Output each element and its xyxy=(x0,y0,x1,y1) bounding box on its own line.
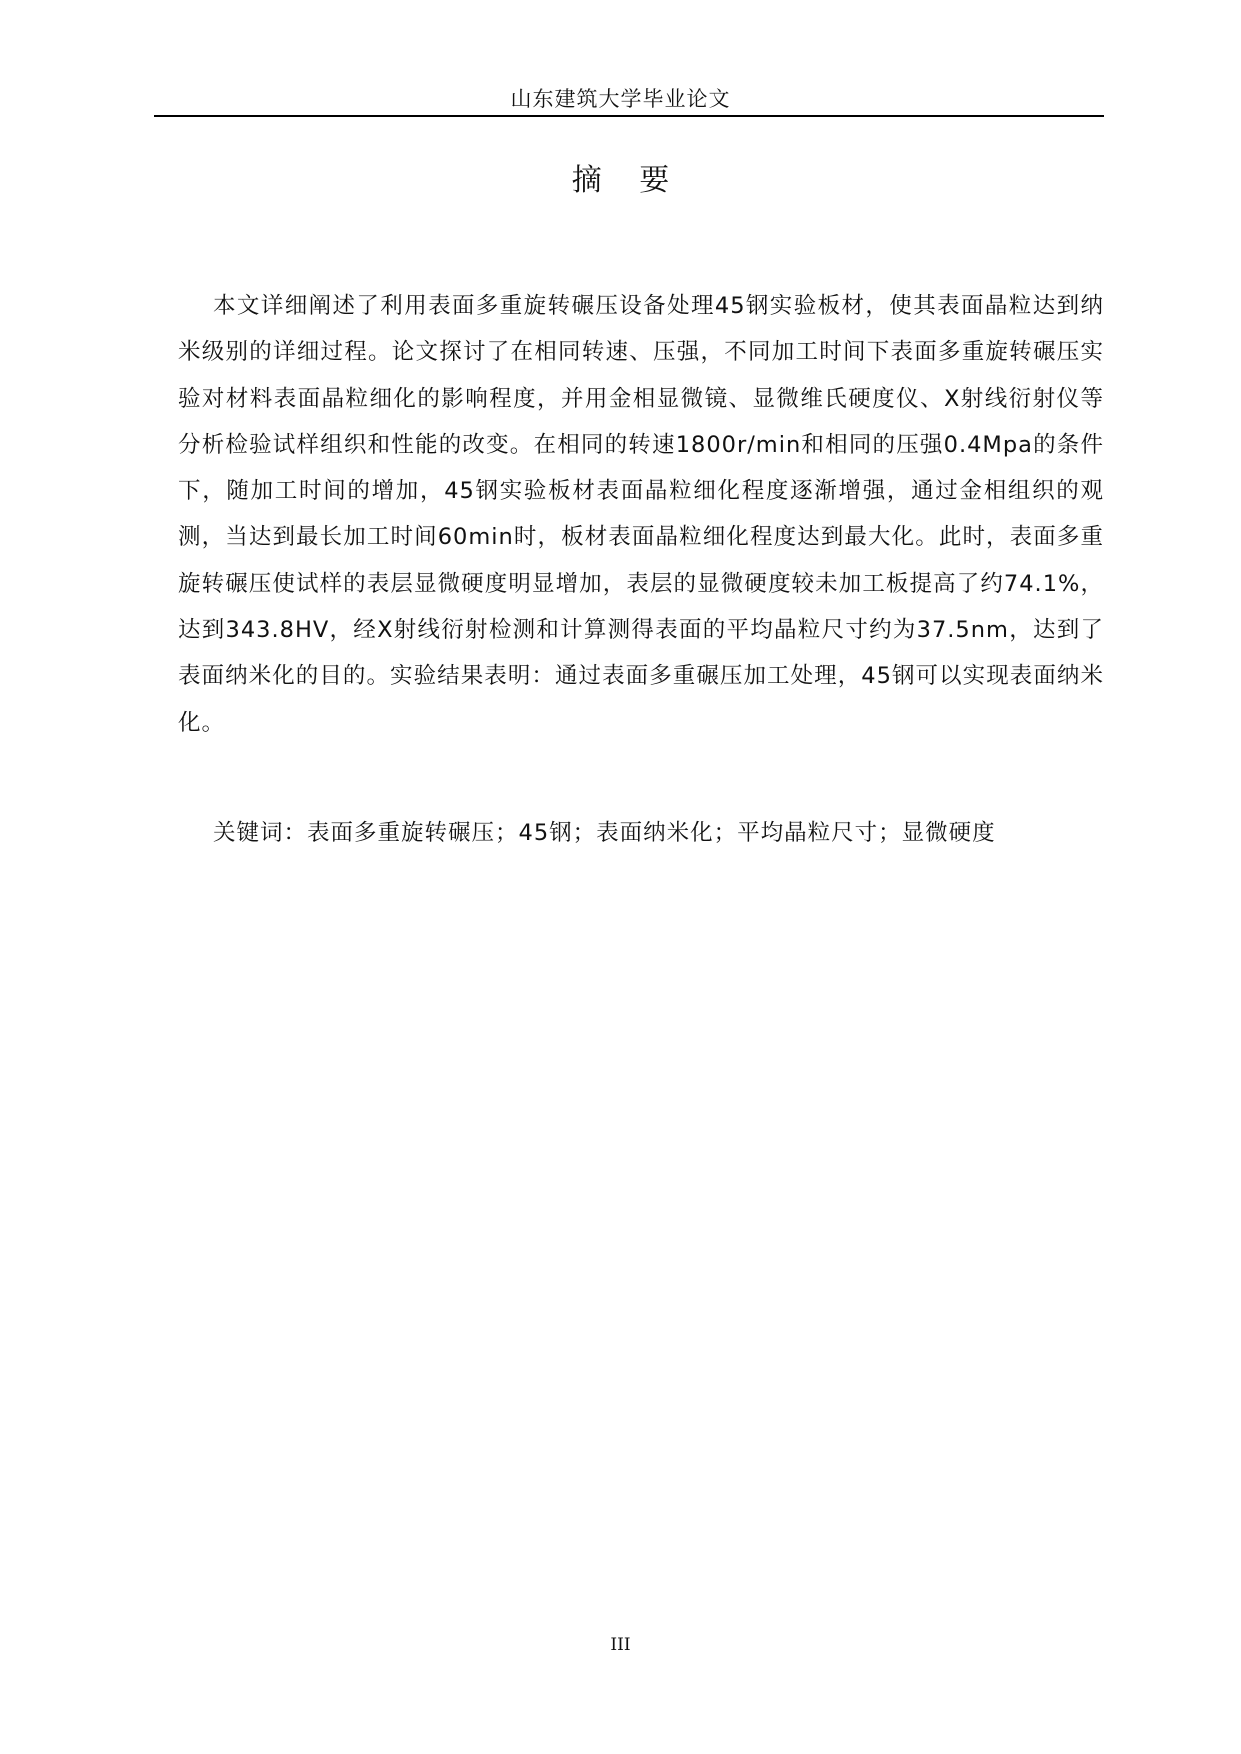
page-number: III xyxy=(610,1635,631,1655)
running-header-title: 山东建筑大学毕业论文 xyxy=(510,87,731,111)
abstract-body-paragraph: 本文详细阐述了利用表面多重旋转碾压设备处理45钢实验板材，使其表面晶粒达到纳米级别的详细过程。论文探讨了在相同转速、压强，不同加工时间下表面多重旋转碾压实验对材料表面晶粒细化的影响程度，并用金相显微镜、显微维氏硬度仪、X射线衍射仪等分析检验试样组织和性能的改变。在相同的转速1800r/min和相同的压强0.4Mpa的条件下，随加工时间的增加，45钢实验板材表面晶粒细化程度逐渐增强，通过金相组织的观测，当达到最长加工时间60min时，板材表面晶粒细化程度达到最大化。此时，表面多重旋转碾压使试样的表层显微硬度明显增加，表层的显微硬度较未加工板提高了约74.1%，达到343.8HV，经X射线衍射检测和计算测得表面的平均晶粒尺寸约为37.5nm，达到了表面纳米化的目的。实验结果表明：通过表面多重碾压加工处理，45钢可以实现表面纳米化。 xyxy=(178,293,1104,736)
keywords-line: 关键词：表面多重旋转碾压；45钢；表面纳米化；平均晶粒尺寸；显微硬度 xyxy=(213,820,996,846)
header-divider xyxy=(154,115,1104,117)
abstract-heading: 摘 要 xyxy=(571,163,684,198)
